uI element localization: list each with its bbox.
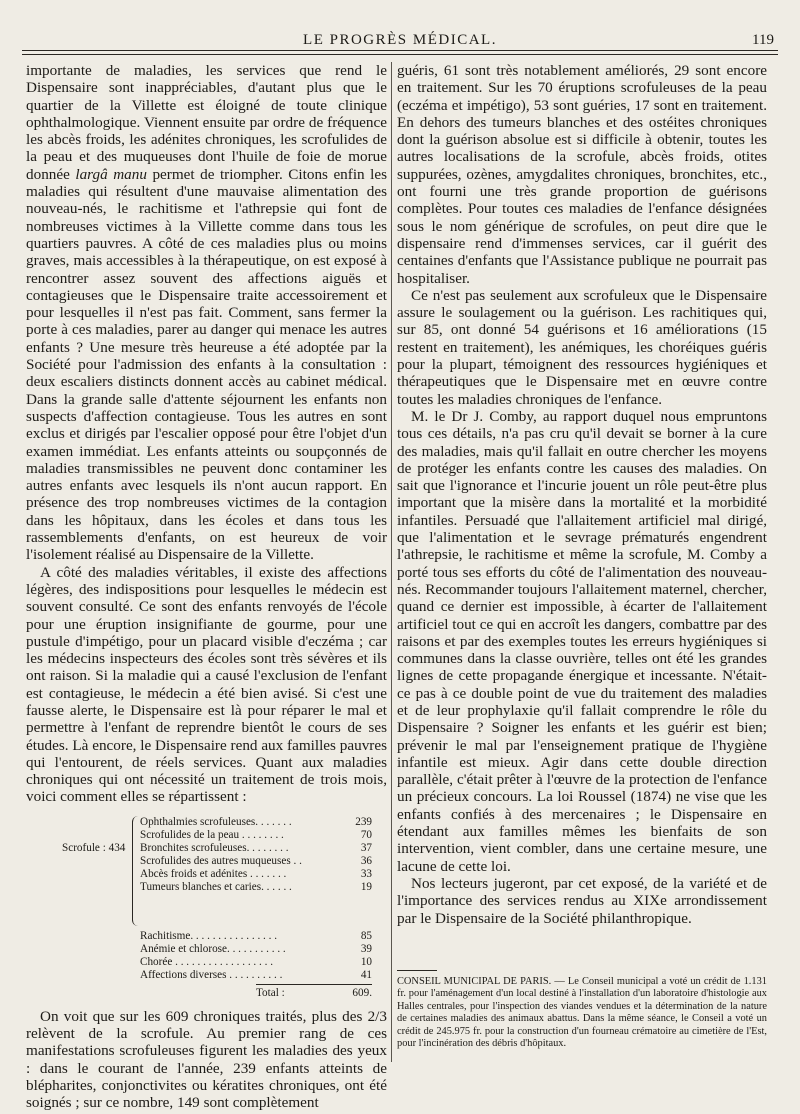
column-divider <box>391 62 392 1062</box>
total-value: 609. <box>352 986 372 999</box>
right-paragraph-4: Nos lecteurs jugeront, par cet exposé, de la variété et de l'importance des services rendus au XIXe arrondissement par le Dispensaire de la Société philanthropique. <box>397 874 767 927</box>
other-item-label: Affections diverses . . . . . . . . . . <box>140 968 283 981</box>
scrofule-item-label: Ophthalmies scrofuleuses. . . . . . . <box>140 815 292 828</box>
right-paragraph-3: M. le Dr J. Comby, au rapport duquel nous empruntons tous ces détails, n'a pas cru qu'il devait se borner à la cure des maladies, mais qu'il fallait en outre chercher les moyens de protéger les enfants contre les causes des maladies. On sait que l'ignorance et l'incurie jouent un rôle peut-être plus important que la misère dans la mortalité et la morbidité infantiles. Persuadé que l'allaitement artificiel mal dirigé, que l'alimentation et le sevrage prématurés engendrent l'athrepsie, le rachitisme et même la scrofule, M. Comby a porté tous ses efforts du côté de l'alimentation des nouveau-nés. Recommander toujours l'allaitement maternel, chercher, quand ce dernier est impossible, à écarter de l'allaitement artificiel tout ce qui en accroît les dangers, combattre par des raisons et par des exemples toutes les erreurs hygiéniques si communes dans la classe ouvrière, telles ont été les grandes lignes de cette propagande énergique et incessante. N'était-ce pas à ce double point de vue du traitement des maladies et de leur prophylaxie qu'il fallait comprendre le rôle du Dispensaire ? Soigner les enfants et les guérir est bien; prévenir le mal par l'enseignement pratique de l'hygiène infantile est mieux. Agir dans cette double direction parallèle, c'était prêter à l'œuvre de la protection de l'enfance un précieux concours. La loi Roussel (1874) ne vise que les enfants confiés à des mercenaires ; le Dispensaire en étendant aux familles mêmes les bienfaits de son intervention, vient combler, dans une certaine mesure, une lacune de cette loi. <box>397 407 767 875</box>
other-item-value: 39 <box>360 942 372 955</box>
left-paragraph-1-text: importante de maladies, les services que rend le Dispensaire sont inappréciables, d'autant plus que le quartier de la Villette est éloigné de toute clinique ophthalmologique. Viennent ensuite par ordre de fréquence les abcès froids, les adénites chroniques, les scrofulides de la peau et des muqueuses dont l'huile de foie de morue donnée <box>26 62 387 183</box>
scrofule-item-label: Scrofulides de la peau . . . . . . . . <box>140 828 284 841</box>
left-paragraph-1 <box>26 62 387 564</box>
right-paragraph-2: Ce n'est pas seulement aux scrofuleux que le Dispensaire assure le soulagement ou la guérison. Les rachitiques qui, sur 85, ont donné 54 guérisons et 16 améliorations (15 restent en traitement), les anémiques, les choréiques guéris pour la plupart, témoignent des ressources hygiéniques et thérapeutiques que le Dispensaire met en œuvre contre toutes les maladies chroniques de l'enfance. <box>397 286 767 408</box>
total-row <box>256 984 372 1000</box>
journal-title: LE PROGRÈS MÉDICAL. <box>303 32 497 48</box>
latin-phrase: largâ manu <box>75 165 147 183</box>
scrofule-item-label: Abcès froids et adénites . . . . . . . <box>140 867 287 880</box>
right-paragraph-1: guéris, 61 sont très notablement améliorés, 29 sont encore en traitement. Sur les 70 éruptions scrofuleuses de la peau (eczéma et impétigo), 53 sont guéries, 17 sont en traitement. En dehors des tumeurs blanches et des ostéites chroniques dont la guérison absolue est si difficile à obtenir, toutes les autres localisations de la scrofule, abcès froids, otites suppurées, ozènes, amygdalites chroniques, bronchites, etc., ont fourni une très grande proportion de guérisons complètes. Pour toutes ces maladies de l'enfance désignées sous le nom générique de scrofules, on peut dire que le dispensaire rend d'immenses services, car il guérit des centaines d'enfants que l'Assistance publique ne pourrait pas hospitaliser. <box>397 62 767 287</box>
page-number: 119 <box>752 32 774 48</box>
scrofule-item-value: 70 <box>360 828 372 841</box>
other-item-value: 10 <box>360 955 372 968</box>
footnote-rule <box>397 970 437 971</box>
scrofule-item-label: Tumeurs blanches et caries. . . . . . <box>140 880 292 893</box>
left-paragraph-3: On voit que sur les 609 chroniques traités, plus des 2/3 relèvent de la scrofule. Au premier rang de ces manifestations scrofuleuses figurent les maladies des yeux : dans le courant de l'année, 239 enfants atteints de blépharites, conjonctivites ou kératites chroniques, ont été soignés ; sur ce nombre, 149 sont complètement <box>26 1007 387 1112</box>
other-item-value: 85 <box>360 929 372 942</box>
right-column <box>397 62 767 927</box>
statistics-table <box>26 812 387 1002</box>
scrofule-item-value: 19 <box>360 880 372 893</box>
header-rule-thick <box>22 50 778 51</box>
brace-bracket <box>132 816 139 926</box>
other-item-label: Rachitisme. . . . . . . . . . . . . . . . <box>140 929 278 942</box>
scrofule-item-value: 37 <box>360 841 372 854</box>
other-item-label: Anémie et chlorose. . . . . . . . . . . <box>140 942 286 955</box>
other-item-value: 41 <box>360 968 372 981</box>
scrofule-item-value: 239 <box>355 815 372 828</box>
scrofule-group-label: Scrofule : 434 <box>62 841 126 854</box>
left-paragraph-2: A côté des maladies véritables, il existe des affections légères, des indispositions pour lesquelles le médecin est souvent consulté. Ce sont des enfants renvoyés de l'école pour une éruption insignifiante de gourme, pour une pustule d'impétigo, pour un placard visible d'eczéma ; car les médecins inspecteurs des écoles sont très sévères et ils ont raison. Si la maladie qui a causé l'exclusion de l'enfant est contagieuse, le médecin a été bien avisé. Si c'est une fausse alerte, le Dispensaire est là pour réparer le mal et permettre à l'enfant de reprendre bientôt le cours de ses études. Là encore, le Dispensaire rend aux familles pauvres qui l'entourent, de réels services. Quant aux maladies chroniques qui ont nécessité un traitement de trois mois, voici comment elles se répartissent : <box>26 563 387 806</box>
other-item-row <box>140 969 372 986</box>
other-item-label: Chorée . . . . . . . . . . . . . . . . . . <box>140 955 273 968</box>
scrofule-item-value: 33 <box>360 867 372 880</box>
left-column <box>26 62 387 1112</box>
scrofule-item-label: Scrofulides des autres muqueuses . . <box>140 854 302 867</box>
scrofule-item-row <box>140 881 372 898</box>
scrofule-item-label: Bronchites scrofuleuses. . . . . . . . <box>140 841 289 854</box>
scrofule-item-value: 36 <box>360 854 372 867</box>
header-rule-thin <box>22 54 778 55</box>
footnote: CONSEIL MUNICIPAL DE PARIS. — Le Conseil municipal a voté un crédit de 1.131 fr. pour l'aménagement d'un local destiné à l'installation d'un laboratoire d'histologie aux Halles centrales, pour l'inspection des viandes vendues et la détermination de la nature de certaines maladies des animaux abattus. Dans la même séance, le Conseil a voté un crédit de 245.975 fr. pour la construction d'un fourneau crématoire au cimetière de l'Est, pour l'incinération des débris d'hôpitaux. <box>397 976 767 1050</box>
total-label: Total : <box>256 986 285 999</box>
left-paragraph-1-rest: permet de triompher. Citons enfin les maladies qui résultent d'une mauvaise alimentation des nouveau-nés, le rachitisme et l'athrepsie qui font de nombreuses victimes à la Villette comme dans tous les quartiers pauvres. A côté de ces maladies plus ou moins graves, mais accessibles à la thérapeutique, on est exposé à rencontrer assez souvent des affections aiguës et contagieuses que le Dispensaire traite accessoirement et pour lesquelles il n'est pas fait. Comment, sans fermer la porte à ces maladies, parer au danger qui menace les autres enfants ? Une mesure très heureuse a été adoptée par la Société pour l'admission des enfants à la consultation : deux escaliers distincts donnent accès au cabinet médical. Dans la grande salle d'attente séjournent les enfants non suspects d'affection contagieuse. Tous les autres en sont exclus et dirigés par l'escalier opposé pour être l'objet d'un examen immédiat. Les enfants atteints ou soupçonnés de maladies transmissibles ne peuvent donc contaminer les autres enfants avec lesquels ils n'ont aucun rapport. En présence des trop nombreuses victimes de la contagion dans les hôpitaux, dans les écoles et dans tous les rassemblements d'enfants, on est heureux de voir l'isolement réalisé au Dispensaire de la Villette. <box>26 165 388 564</box>
